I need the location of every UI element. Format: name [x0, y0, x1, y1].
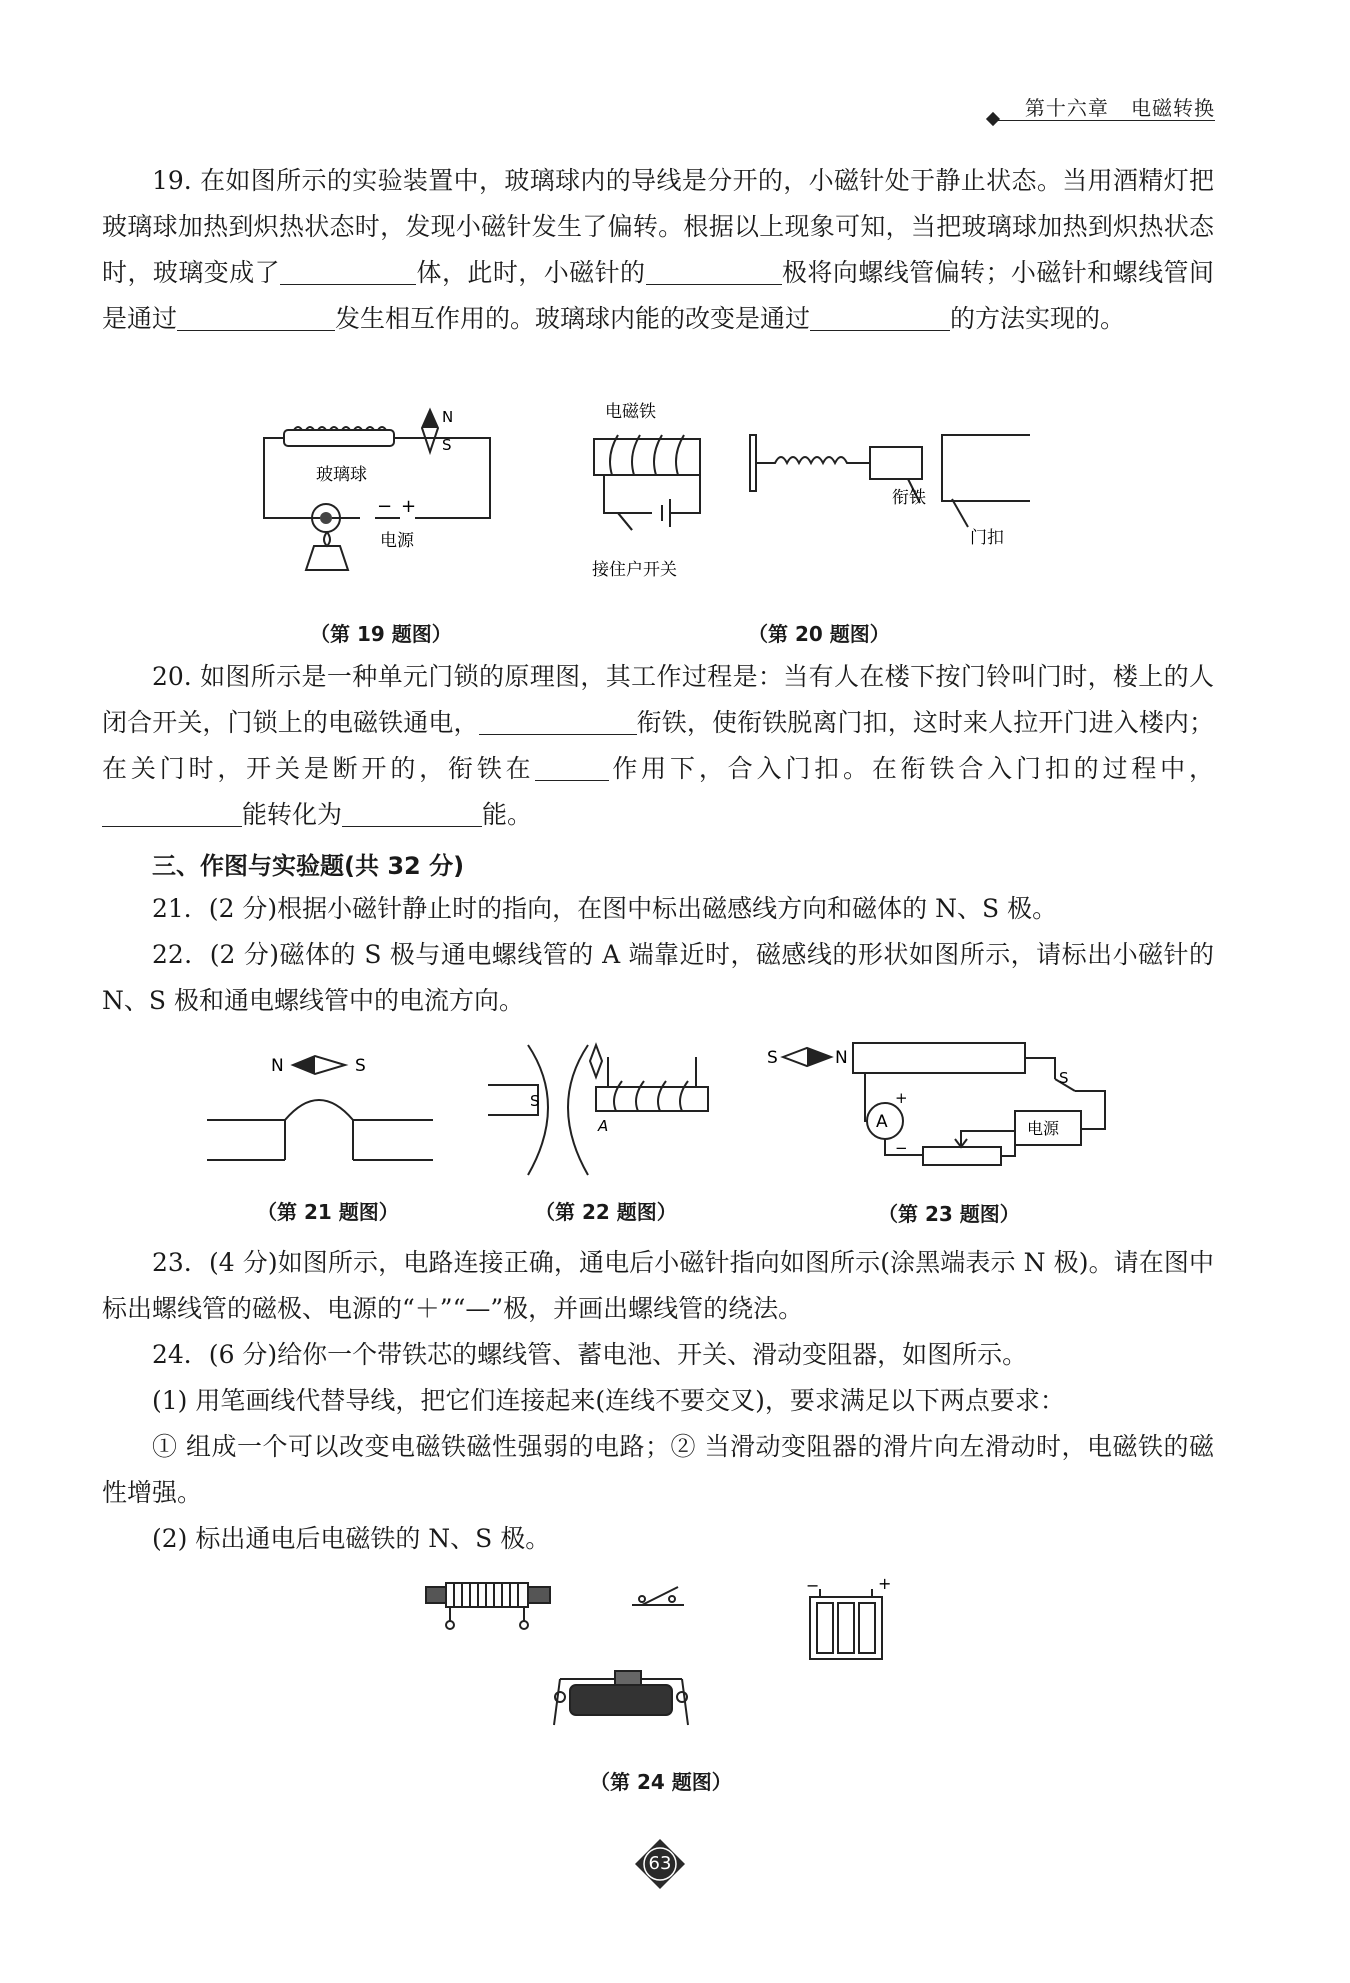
q19-text-1: 在如图所示的实验装置中，玻璃球内的导线是分开的，小磁针处于静止状态。当用酒精灯把玻璃球加热到炽热状态时，发现小磁针发生了偏转。根据以上现象可知，当把玻璃球加热到炽热状态时，玻璃变成了 — [102, 166, 1214, 287]
q19-blank-3[interactable] — [177, 300, 335, 331]
fig20-armature-label: 衔铁 — [892, 488, 926, 508]
figure-23 — [765, 1035, 1125, 1185]
q19-text-5: 的方法实现的。 — [950, 304, 1126, 333]
fig19-minus: − — [377, 496, 393, 517]
question-21: 21．(2 分)根据小磁针静止时的指向，在图中标出磁感线方向和磁体的 N、S 极。 — [152, 894, 1058, 923]
fig20-latch-label: 门扣 — [970, 528, 1004, 548]
q20-blank-1[interactable] — [479, 704, 637, 735]
q20-text-5: 能。 — [482, 800, 533, 829]
fig19-plus: + — [401, 496, 417, 517]
question-24-part-1: (1) 用笔画线代替导线，把它们连接起来(连线不要交叉)，要求满足以下两点要求： — [152, 1386, 1065, 1415]
fig23-ammeter-label: A — [876, 1112, 888, 1132]
fig19-glass-label: 玻璃球 — [316, 465, 367, 485]
q19-text-4: 发生相互作用的。玻璃球内能的改变是通过 — [335, 304, 811, 333]
fig24-minus: − — [806, 1576, 820, 1595]
fig20-armature — [870, 447, 922, 479]
q19-text-2: 体，此时，小磁针的 — [416, 258, 646, 287]
q19-number: 19. — [152, 166, 192, 195]
header-rule — [995, 120, 1215, 121]
fig21-magnet-right — [353, 1120, 433, 1160]
fig23-solenoid — [853, 1043, 1025, 1073]
fig20-switch-label: 接住户开关 — [592, 560, 677, 580]
fig21-caption: （第 21 题图） — [257, 1200, 399, 1224]
fig20-latch — [942, 435, 1030, 501]
fig23-s-label: S — [767, 1048, 778, 1068]
page-number-badge — [633, 1837, 687, 1891]
q20-blank-4[interactable] — [342, 796, 482, 827]
question-24-part-2: (2) 标出通电后电磁铁的 N、S 极。 — [152, 1524, 551, 1553]
fig23-rheostat — [923, 1147, 1001, 1165]
fig24-rheostat-slider — [615, 1671, 641, 1685]
fig19-coil — [284, 430, 394, 446]
q20-text-3: 作用下，合入门扣。在衔铁合入门扣的过程中， — [608, 754, 1214, 783]
fig21-s-label: S — [355, 1056, 366, 1076]
fig23-plus: + — [895, 1089, 908, 1107]
chapter-topic: 电磁转换 — [1131, 96, 1215, 120]
fig19-alcohol-lamp — [306, 546, 348, 570]
fig23-switch-label: S — [1059, 1069, 1069, 1087]
fig23-minus: − — [895, 1139, 908, 1157]
fig19-caption: （第 19 题图） — [310, 622, 452, 646]
q19-blank-1[interactable] — [280, 254, 416, 285]
fig22-solenoid — [596, 1087, 708, 1111]
page-number: 63 — [648, 1853, 672, 1874]
question-19 — [102, 158, 1214, 342]
question-24: 24．(6 分)给你一个带铁芯的螺线管、蓄电池、开关、滑动变阻器，如图所示。 — [152, 1340, 1028, 1369]
fig24-plus: + — [878, 1575, 892, 1593]
figure-21 — [205, 1040, 435, 1170]
q19-blank-4[interactable] — [810, 300, 950, 331]
chapter-header — [1025, 92, 1215, 121]
fig23-caption: （第 23 题图） — [878, 1202, 1020, 1226]
fig24-caption: （第 24 题图） — [590, 1770, 732, 1794]
chapter-number: 第十六章 — [1024, 96, 1109, 120]
header-diamond-icon — [986, 112, 1000, 126]
fig24-battery — [810, 1597, 882, 1659]
fig23-power-label: 电源 — [1027, 1119, 1060, 1138]
question-20 — [102, 654, 1214, 838]
q20-text-1: 如图所示是一种单元门锁的原理图，其工作过程是：当有人在楼下按门铃叫门时，楼上的人闭合开关，门锁上的电磁铁通电， — [102, 662, 1214, 737]
q20-number: 20. — [152, 662, 192, 691]
q20-text-4: 能转化为 — [242, 800, 343, 829]
q20-blank-2[interactable] — [535, 750, 609, 781]
fig19-n-label: N — [442, 408, 454, 426]
figure-20 — [580, 395, 1050, 595]
figure-22 — [478, 1035, 728, 1185]
fig19-s-label: S — [442, 436, 452, 454]
fig19-power-label: 电源 — [380, 531, 414, 551]
fig21-n-label: N — [271, 1056, 284, 1076]
q19-blank-2[interactable] — [646, 254, 782, 285]
q20-text-2: 衔铁，使衔铁脱离门扣，这时来人拉开门进入楼内；在关门时，开关是断开的，衔铁在 — [102, 708, 1214, 783]
section-3-heading: 三、作图与实验题(共 32 分) — [152, 852, 465, 880]
question-23: 23．(4 分)如图所示，电路连接正确，通电后小磁针指向如图所示(涂黑端表示 N 极)。请在图中标出螺线管的磁极、电源的“＋”“—”极，并画出螺线管的绕法。 — [102, 1248, 1214, 1323]
fig22-s-label: S — [530, 1092, 540, 1110]
q19-text-3: 极将向螺线管偏转；小磁针和螺线管间是通过 — [102, 258, 1214, 333]
fig20-plate — [750, 435, 756, 491]
q20-blank-3[interactable] — [102, 796, 242, 827]
fig21-magnet-left — [207, 1120, 285, 1160]
fig23-n-label: N — [835, 1048, 848, 1068]
figure-24 — [420, 1575, 900, 1735]
fig20-caption: （第 20 题图） — [748, 622, 890, 646]
fig24-rheostat — [570, 1685, 672, 1715]
fig22-compass-needle — [590, 1045, 602, 1077]
fig22-caption: （第 22 题图） — [535, 1200, 677, 1224]
fig20-magnet-label: 电磁铁 — [605, 402, 656, 422]
question-22: 22．(2 分)磁体的 S 极与通电螺线管的 A 端靠近时，磁感线的形状如图所示，请标出小磁针的 N、S 极和通电螺线管中的电流方向。 — [102, 940, 1214, 1015]
figure-19 — [250, 400, 500, 590]
question-24-requirements: ① 组成一个可以改变电磁铁磁性强弱的电路；② 当滑动变阻器的滑片向左滑动时，电磁铁的磁性增强。 — [102, 1432, 1214, 1507]
fig22-a-label: A — [598, 1117, 609, 1135]
